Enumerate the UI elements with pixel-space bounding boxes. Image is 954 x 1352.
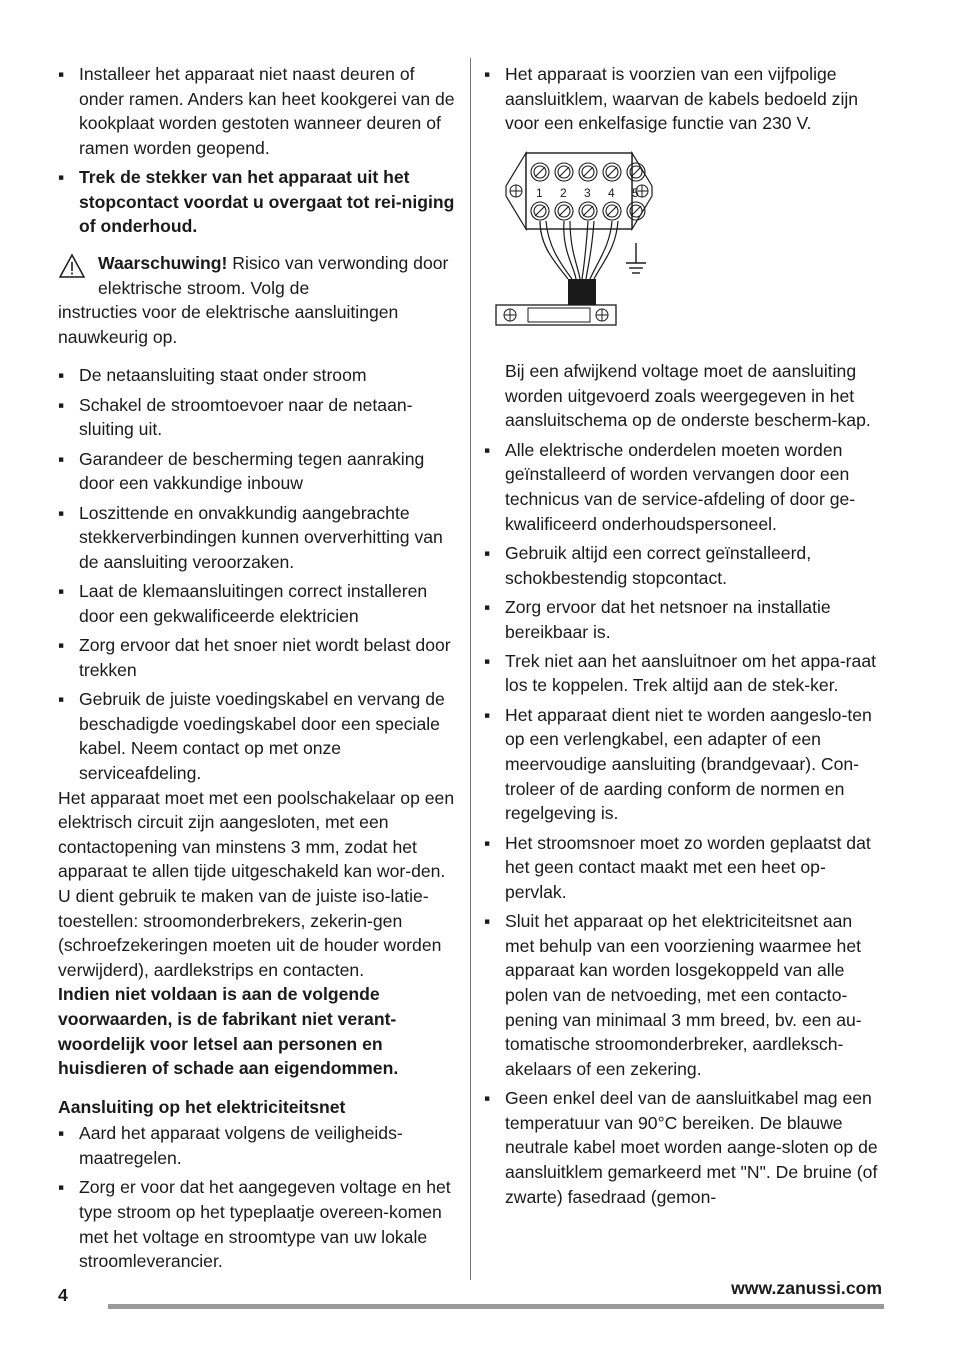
list-item: ▪ Installeer het apparaat niet naast deuren of onder ramen. Anders kan heet kookgerei van de kookplaat worden gestoten wanneer deuren of ramen worden geopend. <box>58 64 455 158</box>
body-paragraph: Het apparaat moet met een poolschakelaar op een elektrisch circuit zijn aangesloten, met een contactopening van minstens 3 mm, zodat het apparaat te allen tijde uitgeschakeld kan wor-den. U dient gebruik te maken van de juiste iso-latie-toestellen: stroomonderbrekers, zekerin-gen (schroefzekeringen moeten uit de houder worden verwijderd), aardlekstrips en contacten. <box>58 787 455 980</box>
list-item: ▪ Het stroomsnoer moet zo worden geplaatst dat het geen contact maakt met een heet op-pervlak. <box>484 832 871 902</box>
list-item: ▪ Zorg er voor dat het aangegeven voltage en het type stroom op het typeplaatje overeen-komen met het voltage en stroomtype van uw lokale stroomleverancier. <box>58 1177 451 1272</box>
terminal-number-5: 5 <box>632 185 639 200</box>
voltage-paragraph: Bij een afwijkend voltage moet de aansluiting worden uitgevoerd zoals weergegeven in het aansluitschema op de onderste bescherm-kap. <box>505 361 871 431</box>
bullet-list-intro <box>484 62 884 136</box>
terminal-block-diagram <box>494 151 662 335</box>
liability-paragraph: Indien niet voldaan is aan de volgende voorwaarden, is de fabrikant niet verant-woordelijk voor letsel aan personen en huisdieren of schade aan eigendommen. <box>58 984 399 1079</box>
list-item: ▪ Schakel de stroomtoevoer naar de netaan-sluiting uit. <box>58 394 413 440</box>
left-column <box>58 62 460 1278</box>
terminal-number-2: 2 <box>560 185 567 200</box>
bullet-list-top <box>58 62 460 239</box>
warning-continuation: instructies voor de elektrische aansluitingen nauwkeurig op. <box>58 302 399 347</box>
list-item: ▪ Trek niet aan het aansluitnoer om het appa-raat los te koppelen. Trek altijd aan de stek-ker. <box>484 650 876 696</box>
list-item: ▪ Gebruik altijd een correct geïnstalleerd, schokbestendig stopcontact. <box>484 542 812 588</box>
terminal-number-3: 3 <box>584 185 591 200</box>
column-divider <box>470 58 471 1280</box>
list-item: ▪ Het apparaat dient niet te worden aangeslo-ten op een verlengkabel, een adapter of een meervoudige aansluiting (brandgevaar). Con-troleer of de aarding conform de normen en regelgeving is. <box>484 704 872 824</box>
footer-bar <box>108 1304 884 1309</box>
list-item: ▪ De netaansluiting staat onder stroom <box>58 365 367 386</box>
warning-triangle-icon <box>58 253 86 279</box>
terminal-number-1: 1 <box>536 185 543 200</box>
warning-block <box>58 251 460 349</box>
list-item: ▪ Zorg ervoor dat het netsnoer na installatie bereikbaar is. <box>484 596 831 642</box>
list-item: ▪ Sluit het apparaat op het elektriciteitsnet aan met behulp van een voorziening waarmee het apparaat kan worden losgekoppeld van alle polen van de netvoeding, met een contacto-pening van minimaal 3 mm breed, bv. een au-tomatische stroomonderbreker, aardleksch-akelaars of een zekering. <box>484 911 862 1079</box>
list-item: ▪ Loszittende en onvakkundig aangebrachte stekkerverbindingen kunnen oververhitting van de aansluiting veroorzaken. <box>58 502 443 572</box>
list-item: ▪ Gebruik de juiste voedingskabel en vervang de beschadigde voedingskabel door een speciale kabel. Neem contact op met onze serviceafdeling. <box>58 689 445 784</box>
footer-url: www.zanussi.com <box>731 1278 882 1298</box>
right-column <box>484 62 884 1214</box>
list-item: ▪ Geen enkel deel van de aansluitkabel mag een temperatuur van 90°C bereiken. De blauwe neutrale kabel moet worden aange-sloten op de aansluitklem gemarkeerd met "N". De bruine (of zwarte) fasedraad (gemon- <box>484 1088 878 1207</box>
list-item: ▪ Het apparaat is voorzien van een vijfpolige aansluitklem, waarvan de kabels bedoeld zijn voor een enkelfasige functie van 230 V. <box>484 64 859 134</box>
warning-text: Waarschuwing! Risico van verwonding door elektrische stroom. Volg de <box>98 252 449 298</box>
bullet-list-mid <box>58 363 460 785</box>
terminal-number-4: 4 <box>608 185 615 200</box>
bullet-list-right <box>484 438 884 1209</box>
list-item: ▪ Zorg ervoor dat het snoer niet wordt belast door trekken <box>58 635 451 680</box>
list-item: ▪ Laat de klemaansluitingen correct installeren door een gekwalificeerde elektricien <box>58 581 428 626</box>
page-number: 4 <box>58 1285 68 1305</box>
list-item: ▪ Trek de stekker van het apparaat uit het stopcontact voordat u overgaat tot rei-niging of onderhoud. <box>58 167 455 237</box>
list-item: ▪ Aard het apparaat volgens de veiligheids-maatregelen. <box>58 1123 403 1168</box>
list-item: ▪ Garandeer de bescherming tegen aanraking door een vakkundige inbouw <box>58 448 425 494</box>
bullet-list-bottom <box>58 1121 460 1273</box>
warning-label: Waarschuwing! <box>98 252 228 273</box>
section-heading: Aansluiting op het elektriciteitsnet <box>58 1096 346 1117</box>
list-item: ▪ Alle elektrische onderdelen moeten worden geïnstalleerd of worden vervangen door een technicus van de service-afdeling of door ge-kwalificeerd onderhoudspersoneel. <box>484 439 856 534</box>
